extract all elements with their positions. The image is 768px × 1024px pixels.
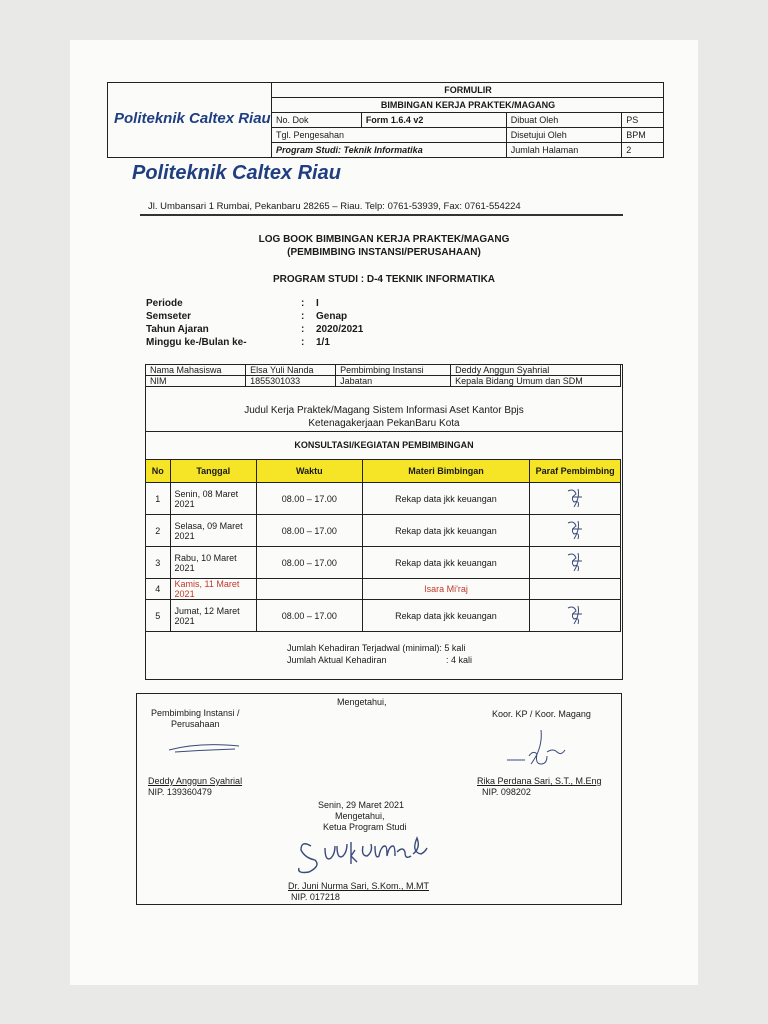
week-value: 1/1 — [316, 337, 330, 348]
center-role: Ketua Program Studi — [323, 822, 407, 832]
nim-value: 1855301033 — [246, 376, 336, 387]
header-logo: Politeknik Caltex Riau — [114, 110, 271, 127]
no-dok-value: Form 1.6.4 v2 — [361, 113, 506, 128]
position-label: Jabatan — [336, 376, 451, 387]
form-title: FORMULIR — [272, 83, 664, 98]
mengetahui2-label: Mengetahui, — [335, 811, 385, 821]
table-row: 3 Rabu, 10 Maret 2021 08.00 – 17.00 Rekap data jkk keuangan — [146, 547, 621, 579]
signature-box — [136, 693, 622, 905]
center-signer-name: Dr. Juni Nurma Sari, S.Kom., M.MT — [288, 881, 430, 891]
letterhead-rule — [140, 214, 623, 216]
table-row: 1 Senin, 08 Maret 2021 08.00 – 17.00 Rekap data jkk keuangan — [146, 483, 621, 515]
log-table — [145, 459, 621, 632]
signature-mark — [530, 515, 621, 547]
week-label: Minggu ke-/Bulan ke- — [146, 337, 247, 348]
tgl-label: Tgl. Pengesahan — [272, 128, 506, 143]
mengetahui-label: Mengetahui, — [337, 697, 387, 707]
left-signer-name: Deddy Anggun Syahrial — [148, 776, 243, 786]
table-row: 5 Jumat, 12 Maret 2021 08.00 – 17.00 Rekap data jkk keuangan — [146, 600, 621, 632]
disetujui-label: Disetujui Oleh — [506, 128, 621, 143]
attendance-actual-label: Jumlah Aktual Kehadiran — [287, 655, 387, 665]
student-name-label: Nama Mahasiswa — [146, 365, 246, 376]
col-no: No — [146, 460, 171, 483]
section-title: KONSULTASI/KEGIATAN PEMBIMBINGAN — [294, 440, 474, 450]
period-label: Periode — [146, 298, 183, 309]
attendance-scheduled: Jumlah Kehadiran Terjadwal (minimal): 5 kali — [287, 643, 466, 653]
signature-date: Senin, 29 Maret 2021 — [318, 800, 405, 810]
center-signer-nip: NIP. 017218 — [291, 892, 340, 902]
year-label: Tahun Ajaran — [146, 324, 209, 335]
left-role-line2: Perusahaan — [171, 719, 220, 729]
year-value: 2020/2021 — [316, 324, 364, 335]
institution-address: Jl. Umbansari 1 Rumbai, Pekanbaru 28265 – Riau. Telp: 0761-53939, Fax: 0761-554224 — [148, 201, 521, 212]
form-header — [107, 82, 664, 158]
position-value: Kepala Bidang Umum dan SDM — [451, 376, 621, 387]
mentor-label: Pembimbing Instansi — [336, 365, 451, 376]
logbook-title: LOG BOOK BIMBINGAN KERJA PRAKTEK/MAGANG — [258, 234, 510, 245]
dibuat-value: PS — [622, 113, 664, 128]
form-subtitle: BIMBINGAN KERJA PRAKTEK/MAGANG — [272, 98, 664, 113]
prodi-label: Program Studi: Teknik Informatika — [272, 143, 506, 158]
left-role-line1: Pembimbing Instansi / — [151, 708, 240, 718]
logbook-box — [145, 364, 623, 680]
logbook-subtitle: (PEMBIMBING INSTANSI/PERUSAHAAN) — [287, 247, 481, 258]
left-signer-nip: NIP. 139360479 — [148, 787, 212, 797]
attendance-actual-value: : 4 kali — [446, 655, 473, 665]
project-title-line1: Judul Kerja Praktek/Magang Sistem Informasi Aset Kantor Bpjs — [244, 405, 524, 416]
period-value: I — [316, 298, 319, 309]
col-material: Materi Bimbingan — [362, 460, 530, 483]
program-title: PROGRAM STUDI : D-4 TEKNIK INFORMATIKA — [272, 274, 496, 285]
col-time: Waktu — [257, 460, 363, 483]
semester-value: Genap — [316, 311, 348, 322]
mentor-value: Deddy Anggun Syahrial — [451, 365, 621, 376]
student-name-value: Elsa Yuli Nanda — [246, 365, 336, 376]
center-signature — [297, 832, 447, 878]
right-role: Koor. KP / Koor. Magang — [492, 709, 591, 719]
semester-label: Semseter — [146, 311, 192, 322]
no-dok-label: No. Dok — [272, 113, 361, 128]
signature-mark — [530, 483, 621, 515]
left-signature — [167, 738, 247, 758]
table-row: 4 Kamis, 11 Maret 2021 Isara Mi'raj — [146, 579, 621, 600]
signature-mark — [530, 600, 621, 632]
nim-label: NIM — [146, 376, 246, 387]
col-date: Tanggal — [170, 460, 256, 483]
halaman-label: Jumlah Halaman — [506, 143, 621, 158]
right-signature — [505, 726, 575, 772]
col-signature: Paraf Pembimbing — [530, 460, 621, 483]
halaman-value: 2 — [622, 143, 664, 158]
table-row: 2 Selasa, 09 Maret 2021 08.00 – 17.00 Rekap data jkk keuangan — [146, 515, 621, 547]
disetujui-value: BPM — [622, 128, 664, 143]
project-title-line2: Ketenagakerjaan PekanBaru Kota — [308, 418, 460, 429]
right-signer-nip: NIP. 098202 — [482, 787, 531, 797]
signature-mark — [530, 547, 621, 579]
institution-logo: Politeknik Caltex Riau — [132, 162, 341, 184]
right-signer-name: Rika Perdana Sari, S.T., M.Eng — [477, 776, 602, 786]
dibuat-label: Dibuat Oleh — [506, 113, 621, 128]
